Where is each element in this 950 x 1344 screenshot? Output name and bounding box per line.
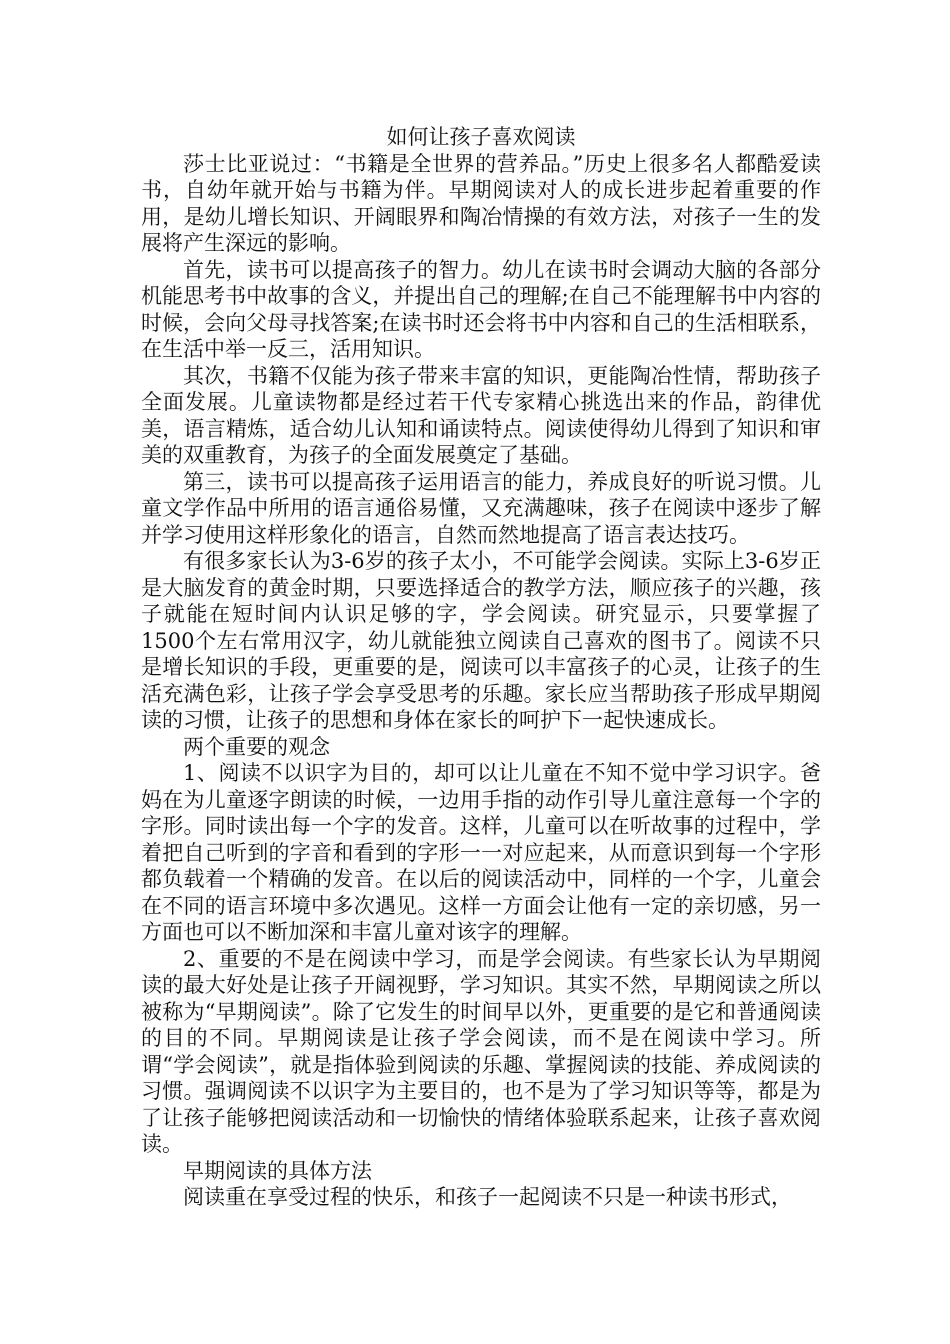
- paragraph-methods: 阅读重在享受过程的快乐，和孩子一起阅读不只是一种读书形式，: [183, 1185, 792, 1209]
- paragraph-first: 首先，读书可以提高孩子的智力。幼儿在读书时会调动大脑的各部分机能思考书中故事的含义，并提出自己的理解;在自己不能理解书中内容的时候，会向父母寻找答案;在读书时还会将书中内容和自己的生活相联系，在生活中举一反三，活用知识。: [141, 257, 821, 361]
- paragraph-age: 有很多家长认为3-6岁的孩子太小，不可能学会阅读。实际上3-6岁正是大脑发育的黄金时期，只要选择适合的教学方法，顺应孩子的兴趣，孩子就能在短时间内认识足够的字，学会阅读。研究显示，只要掌握了1500个左右常用汉字，幼儿就能独立阅读自己喜欢的图书了。阅读不只是增长知识的手段，更重要的是，阅读可以丰富孩子的心灵，让孩子的生活充满色彩，让孩子学会享受思考的乐趣。家长应当帮助孩子形成早期阅读的习惯，让孩子的思想和身体在家长的呵护下一起快速成长。: [141, 549, 821, 732]
- paragraph-concept-2: 2、重要的不是在阅读中学习，而是学会阅读。有些家长认为早期阅读的最大好处是让孩子开阔视野，学习知识。其实不然，早期阅读之所以被称为“早期阅读”。除了它发生的时间早以外，更重要的是它和普通阅读的目的不同。早期阅读是让孩子学会阅读，而不是在阅读中学习。所谓“学会阅读”，就是指体验到阅读的乐趣、掌握阅读的技能、养成阅读的习惯。强调阅读不以识字为主要目的，也不是为了学习知识等等，都是为了让孩子能够把阅读活动和一切愉快的情绪体验联系起来，让孩子喜欢阅读。: [141, 946, 821, 1156]
- paragraph-third: 第三，读书可以提高孩子运用语言的能力，养成良好的听说习惯。儿童文学作品中所用的语言通俗易懂，又充满趣味，孩子在阅读中逐步了解并学习使用这样形象化的语言，自然而然地提高了语言表达技巧。: [141, 469, 821, 547]
- document-title: 如何让孩子喜欢阅读: [386, 125, 576, 149]
- paragraph-intro: 莎士比亚说过：“书籍是全世界的营养品。”历史上很多名人都酷爱读书，自幼年就开始与书籍为伴。早期阅读对人的成长进步起着重要的作用，是幼儿增长知识、开阔眼界和陶冶情操的有效方法，对孩子一生的发展将产生深远的影响。: [141, 151, 821, 255]
- document-page: [141, 124, 821, 1211]
- section-heading-concepts: 两个重要的观念: [183, 734, 330, 759]
- paragraph-second: 其次，书籍不仅能为孩子带来丰富的知识，更能陶冶性情，帮助孩子全面发展。儿童读物都是经过若干代专家精心挑选出来的作品，韵律优美，语言精炼，适合幼儿认知和诵读特点。阅读使得幼儿得到了知识和审美的双重教育，为孩子的全面发展奠定了基础。: [141, 363, 821, 467]
- section-heading-methods: 早期阅读的具体方法: [183, 1158, 372, 1183]
- paragraph-concept-1: 1、阅读不以识字为目的，却可以让儿童在不知不觉中学习识字。爸妈在为儿童逐字朗读的时候，一边用手指的动作引导儿童注意每一个字的字形。同时读出每一个字的发音。这样，儿童可以在听故事的过程中，学着把自己听到的字音和看到的字形一一对应起来，从而意识到每一个字形都负载着一个精确的发音。在以后的阅读活动中，同样的一个字，儿童会在不同的语言环境中多次遇见。这样一方面会让他有一定的亲切感，另一方面也可以不断加深和丰富儿童对该字的理解。: [141, 761, 821, 944]
